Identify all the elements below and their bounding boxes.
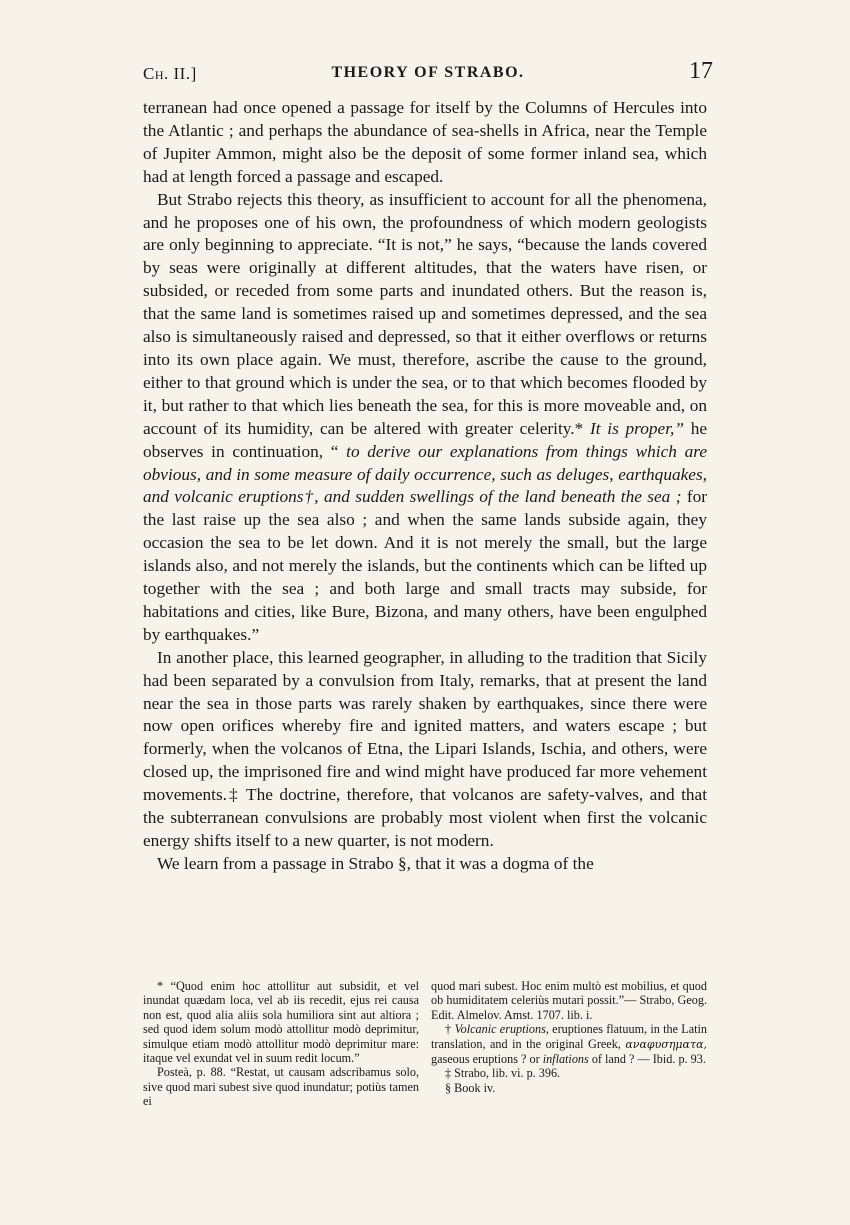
footnotes	[143, 979, 707, 1109]
dagger-mark: †	[445, 1022, 455, 1037]
chapter-label: Ch. II.]	[143, 64, 197, 83]
paragraph-3: In another place, this learned geographer, in alluding to the tradition that Sicily had been separated by a convulsion from Italy, remarks, that at present the land near the sea in those parts was rarely shaken by earthquakes, since there were now open orifices whereby fire and ignited matters, and waters escape ; but formerly, when the volcanos of Etna, the Lipari Islands, Ischia, and others, were closed up, the imprisoned fire and wind might have produced far more vehement movements.‡ The doctrine, therefore, that volcanos are safety-valves, and that the subterranean convulsions are probably most violent when first the volcanic energy shifts itself to a new quarter, is not modern.	[143, 647, 707, 850]
greek-word: αναφυσηματα,	[625, 1037, 707, 1051]
paragraph-2-italic-a: It is proper,”	[590, 418, 684, 438]
footnote-double-dagger: ‡ Strabo, lib. vi. p. 396.	[445, 1066, 561, 1081]
footnote-section: § Book iv.	[445, 1080, 496, 1095]
main-text	[143, 97, 707, 876]
paragraph-4: We learn from a passage in Strabo §, that it was a dogma of the	[157, 853, 594, 873]
running-title: THEORY OF STRABO.	[331, 64, 525, 81]
footnote-dagger-text-b: gaseous eruptions ? or	[431, 1052, 543, 1067]
footnote-dagger-text-a: eruptiones flatuum, in the Latin translation, and in the original Greek,	[431, 1022, 708, 1051]
footnote-dagger-italic: Volcanic eruptions,	[454, 1022, 549, 1037]
footnote-star-end: quod mari subest. Hoc enim multò est mobilius, et quod ob humiditatem celeriùs mutari possit.”— Strabo, Geog. Edit. Almelov. Amst. 1707. lib. i.	[431, 979, 707, 1022]
footnote-dagger-text-c: of land ? — Ibid. p. 93.	[588, 1052, 706, 1067]
footnotes-left-column	[143, 979, 419, 1109]
footnote-star-continued: Posteà, p. 88. “Restat, ut causam adscribamus solo, sive quod mari subest sive quod inundatur; potiùs tamen ei	[143, 1065, 419, 1109]
paragraph-2-text-c: for the last raise up the sea also ; and when the same lands subside again, they occasion the sea to be let down. And it is not merely the small, but the large islands also, and not merely the islands, but the continents which can be lifted up together with the sea ; and both large and small tracts may subside, for habitations and cities, like Bure, Bizona, and many others, have been engulphed by earthquakes.”	[143, 487, 707, 644]
paragraph-2-text-a: But Strabo rejects this theory, as insufficient to account for all the phenomena, and he proposes one of his own, the profoundness of which modern geologists are only beginning to appreciate. “It is not,” he says, “because the lands covered by seas were originally at different altitudes, that the waters have risen, or subsided, or receded from some parts and inundated others. But the reason is, that the same land is sometimes raised up and sometimes depressed, and the sea also is simultaneously raised and depressed, so that it either overflows or returns into its own place again. We must, therefore, ascribe the cause to the ground, either to that ground which is under the sea, or to that which becomes flooded by it, but rather to that which lies beneath the sea, for this is more moveable and, on account of its humidity, can be altered with greater celerity.*	[143, 189, 707, 438]
page-number: 17	[689, 58, 713, 84]
footnotes-right-column	[431, 979, 707, 1109]
paragraph-1: terranean had once opened a passage for itself by the Columns of Hercules into the Atlantic ; and perhaps the abundance of sea-shells in Africa, near the Temple of Jupiter Ammon, might also be the deposit of some former inland sea, which had at length forced a passage and escaped.	[143, 98, 707, 186]
footnote-star: * “Quod enim hoc attollitur aut subsidit, et vel inundat quædam loca, vel ab iis recedit, ejus rei causa non est, quod alia aliis sola humiliora sint aut altiora ; sed quod idem solum modò attollitur modò deprimitur, simulque etiam modò attollitur modò deprimitur mare: itaque vel exundat vel in suum redit locum.”	[143, 979, 419, 1066]
footnote-dagger-italic-2: inflations	[542, 1052, 589, 1067]
footnote-dagger	[431, 1022, 707, 1066]
paragraph-2-text-b: he observes in continuation, “	[143, 418, 708, 461]
paragraph-2-italic-b: to derive our explanations from things which are obvious, and in some measure of daily occurrence, such as deluges, earthquakes, and volcanic eruptions†, and sudden swellings of the land beneath the sea ;	[143, 441, 707, 507]
running-header	[143, 58, 713, 92]
paragraph-2	[143, 189, 707, 647]
